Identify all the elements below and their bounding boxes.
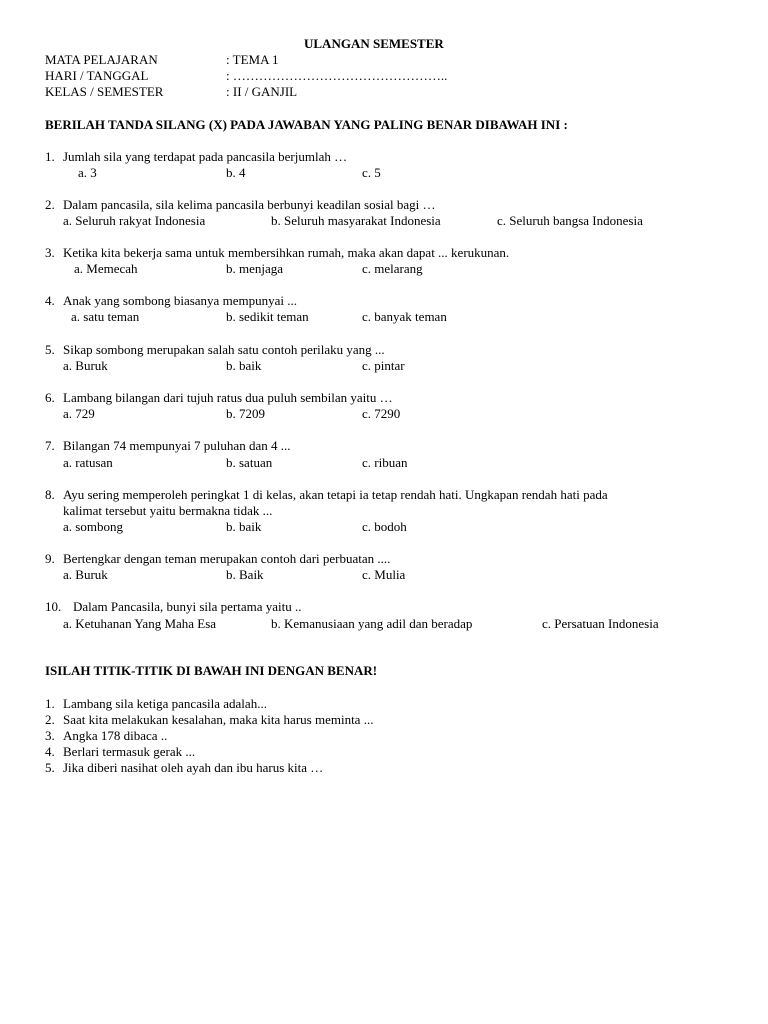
option-c: c. 5 — [362, 165, 381, 180]
option-b: b. satuan — [226, 455, 273, 470]
question-text: Lambang bilangan dari tujuh ratus dua puluh sembilan yaitu … — [63, 390, 393, 405]
question-number: 3. — [45, 245, 55, 260]
option-b: b. Seluruh masyarakat Indonesia — [271, 213, 441, 228]
option-c: c. bodoh — [362, 519, 407, 534]
question-text-continued: kalimat tersebut yaitu bermakna tidak ... — [63, 503, 273, 518]
option-b: b. Baik — [226, 567, 264, 582]
question-number: 10. — [45, 599, 62, 614]
option-b: b. 7209 — [226, 406, 265, 421]
question-text: Bertengkar dengan teman merupakan contoh dari perbuatan .... — [63, 551, 391, 566]
question-text: Ketika kita bekerja sama untuk membersihkan rumah, maka akan dapat ... kerukunan. — [63, 245, 510, 260]
question-text: Dalam pancasila, sila kelima pancasila berbunyi keadilan sosial bagi … — [63, 197, 436, 212]
fill-question-text: Angka 178 dibaca .. — [63, 728, 168, 743]
exam-title: ULANGAN SEMESTER — [304, 36, 444, 51]
question-number: 2. — [45, 197, 55, 212]
fill-question-text: Jika diberi nasihat oleh ayah dan ibu harus kita … — [63, 760, 324, 775]
fill-question-text: Saat kita melakukan kesalahan, maka kita harus meminta ... — [63, 712, 374, 727]
question-text: Dalam Pancasila, bunyi sila pertama yaitu .. — [73, 599, 302, 614]
fill-question-number: 4. — [45, 744, 55, 759]
option-c: c. ribuan — [362, 455, 408, 470]
question-number: 7. — [45, 438, 55, 453]
option-c: c. melarang — [362, 261, 423, 276]
option-b: b. baik — [226, 519, 262, 534]
option-c: c. 7290 — [362, 406, 401, 421]
option-a: a. sombong — [63, 519, 123, 534]
question-number: 9. — [45, 551, 55, 566]
option-a: a. ratusan — [63, 455, 113, 470]
option-c: c. Persatuan Indonesia — [542, 616, 659, 631]
question-text: Anak yang sombong biasanya mempunyai ... — [63, 293, 297, 308]
question-number: 5. — [45, 342, 55, 357]
question-text: Bilangan 74 mempunyai 7 puluhan dan 4 ... — [63, 438, 291, 453]
header-label-date: HARI / TANGGAL — [45, 68, 149, 83]
option-c: c. Mulia — [362, 567, 406, 582]
option-a: a. satu teman — [71, 309, 140, 324]
option-b: b. 4 — [226, 165, 246, 180]
option-a: a. Memecah — [74, 261, 138, 276]
question-number: 1. — [45, 149, 55, 164]
fill-question-text: Lambang sila ketiga pancasila adalah... — [63, 696, 267, 711]
fill-question-number: 5. — [45, 760, 55, 775]
option-b: b. Kemanusiaan yang adil dan beradap — [271, 616, 473, 631]
option-c: c. Seluruh bangsa Indonesia — [497, 213, 643, 228]
option-a: a. 729 — [63, 406, 95, 421]
question-text: Sikap sombong merupakan salah satu contoh perilaku yang ... — [63, 342, 385, 357]
header-label-class: KELAS / SEMESTER — [45, 84, 164, 99]
option-a: a. Buruk — [63, 358, 108, 373]
header-label-subject: MATA PELAJARAN — [45, 52, 158, 67]
question-text: Jumlah sila yang terdapat pada pancasila berjumlah … — [63, 149, 348, 164]
option-b: b. sedikit teman — [226, 309, 309, 324]
option-b: b. menjaga — [226, 261, 284, 276]
option-a: a. 3 — [78, 165, 97, 180]
fill-question-number: 2. — [45, 712, 55, 727]
option-c: c. pintar — [362, 358, 405, 373]
option-c: c. banyak teman — [362, 309, 447, 324]
question-number: 4. — [45, 293, 55, 308]
option-a: a. Seluruh rakyat Indonesia — [63, 213, 206, 228]
section2-instruction: ISILAH TITIK-TITIK DI BAWAH INI DENGAN BENAR! — [45, 663, 378, 678]
fill-question-number: 1. — [45, 696, 55, 711]
question-number: 8. — [45, 487, 55, 502]
question-number: 6. — [45, 390, 55, 405]
header-value-date: : ………………………………………….. — [226, 68, 448, 83]
fill-question-text: Berlari termasuk gerak ... — [63, 744, 196, 759]
fill-question-number: 3. — [45, 728, 55, 743]
option-a: a. Buruk — [63, 567, 108, 582]
header-value-subject: : TEMA 1 — [226, 52, 279, 67]
header-value-class: : II / GANJIL — [226, 84, 298, 99]
section1-instruction: BERILAH TANDA SILANG (X) PADA JAWABAN YANG PALING BENAR DIBAWAH INI : — [45, 117, 568, 132]
option-a: a. Ketuhanan Yang Maha Esa — [63, 616, 217, 631]
option-b: b. baik — [226, 358, 262, 373]
question-text: Ayu sering memperoleh peringkat 1 di kelas, akan tetapi ia tetap rendah hati. Ungkapan rendah hati pada — [63, 487, 608, 502]
